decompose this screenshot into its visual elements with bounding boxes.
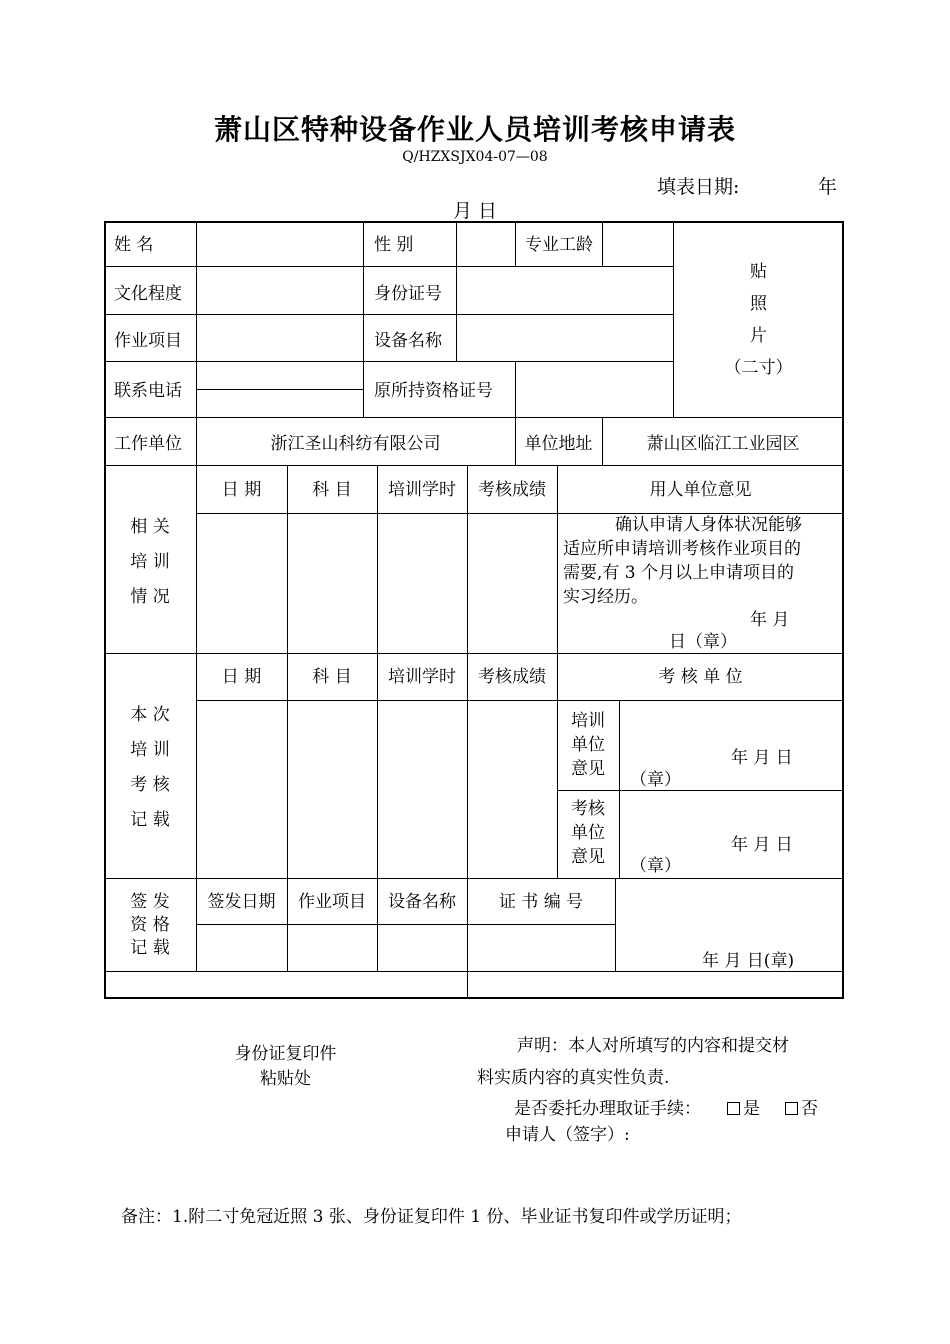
grid-line — [673, 221, 674, 417]
id-number-label: 身份证号 — [374, 284, 442, 304]
training-unit-opinion-3: 意见 — [571, 759, 605, 779]
current-subject-header: 科 目 — [312, 667, 352, 687]
yes-label: 是 — [743, 1099, 760, 1119]
grid-line — [104, 465, 844, 466]
employer-opinion-date-2: 日（章） — [669, 632, 737, 652]
assessment-unit-opinion-1: 考核 — [571, 799, 605, 819]
employer-opinion-line-4: 实习经历。 — [563, 587, 648, 607]
grid-line — [196, 266, 673, 267]
related-score-header: 考核成绩 — [478, 480, 546, 500]
related-hours-header: 培训学时 — [388, 480, 456, 500]
related-training-label-1: 相 关 — [130, 517, 170, 537]
name-field[interactable] — [200, 236, 360, 262]
no-checkbox[interactable] — [785, 1102, 798, 1115]
id-number-field[interactable] — [460, 280, 670, 310]
form-title: 萧山区特种设备作业人员培训考核申请表 — [213, 113, 736, 146]
unit-address-label: 单位地址 — [524, 434, 593, 454]
grid-line — [363, 221, 364, 417]
employer-opinion-header: 用人单位意见 — [649, 480, 752, 500]
phone-field-2[interactable] — [200, 392, 360, 414]
grid-line — [104, 653, 844, 654]
grid-line — [515, 221, 516, 266]
phone-label: 联系电话 — [114, 381, 182, 401]
grid-line — [615, 878, 616, 971]
photo-label-4: （二寸） — [724, 358, 793, 378]
employer-opinion-line-2: 适应所申请培训考核作业项目的 — [563, 539, 801, 559]
education-label: 文化程度 — [114, 284, 182, 304]
photo-label-1: 贴 — [750, 262, 767, 282]
grid-line — [104, 361, 673, 362]
issuance-date-header: 签发日期 — [207, 892, 276, 912]
grid-line — [104, 878, 844, 879]
current-training-label-4: 记 载 — [130, 810, 170, 830]
related-training-label-3: 情 况 — [130, 587, 170, 607]
current-training-label-3: 考 核 — [130, 775, 170, 795]
assessment-unit-opinion-2: 单位 — [571, 823, 605, 843]
training-unit-opinion-1: 培训 — [571, 711, 605, 731]
employer-opinion-line-1: 确认申请人身体状况能够 — [615, 515, 802, 535]
related-subject-header: 科 目 — [312, 480, 352, 500]
work-years-label: 专业工龄 — [525, 235, 593, 255]
issuance-equipment-header: 设备名称 — [388, 892, 456, 912]
training-unit-seal: （章） — [630, 770, 681, 790]
declaration-line-1: 声明：本人对所填写的内容和提交材 — [517, 1036, 789, 1056]
current-score-header: 考核成绩 — [478, 667, 546, 687]
grid-line — [196, 221, 197, 971]
issuance-date-seal: 年 月 日(章) — [702, 951, 795, 971]
id-copy-label-1: 身份证复印件 — [234, 1044, 337, 1064]
gender-field[interactable] — [460, 236, 512, 262]
grid-line — [104, 266, 196, 267]
grid-line — [104, 314, 673, 315]
orig-cert-field[interactable] — [519, 370, 669, 410]
current-hours-header: 培训学时 — [388, 667, 456, 687]
work-unit-label: 工作单位 — [114, 434, 182, 454]
employer-opinion-date-1: 年 月 — [750, 610, 790, 630]
current-training-label-2: 培 训 — [130, 740, 170, 760]
applicant-signature-label: 申请人（签字）: — [505, 1125, 630, 1145]
footnote: 备注：1.附二寸免冠近照 3 张、身份证复印件 1 份、毕业证书复印件或学历证明； — [121, 1207, 742, 1227]
current-date-header: 日 期 — [221, 667, 262, 687]
unit-address-value: 萧山区临江工业园区 — [646, 434, 800, 454]
grid-line — [467, 465, 468, 999]
document-code: Q/HZXSJX04-07—08 — [402, 149, 548, 165]
photo-label-2: 照 — [750, 294, 767, 314]
entrust-label: 是否委托办理取证手续： — [514, 1099, 701, 1119]
equipment-field[interactable] — [460, 326, 670, 356]
assessment-unit-header: 考 核 单 位 — [658, 667, 743, 687]
fill-date-month-day: 月 日 — [453, 200, 498, 222]
equipment-label: 设备名称 — [374, 331, 442, 351]
grid-line — [196, 924, 615, 925]
name-label: 姓 名 — [114, 235, 154, 255]
fill-date-year: 年 — [818, 176, 838, 198]
grid-line — [196, 700, 844, 701]
issuance-label-2: 资 格 — [130, 915, 170, 935]
certificate-number-header: 证 书 编 号 — [498, 892, 584, 912]
project-field[interactable] — [200, 326, 360, 356]
grid-line — [602, 221, 603, 266]
related-date-header: 日 期 — [221, 480, 262, 500]
id-copy-label-2: 粘贴处 — [260, 1069, 311, 1089]
phone-field-1[interactable] — [200, 364, 360, 386]
employer-opinion-line-3: 需要,有 3 个月以上申请项目的 — [563, 563, 795, 583]
training-unit-opinion-2: 单位 — [571, 735, 605, 755]
issuance-project-header: 作业项目 — [298, 892, 366, 912]
related-training-label-2: 培 训 — [130, 552, 170, 572]
grid-line — [557, 790, 844, 791]
work-unit-value: 浙江圣山科纺有限公司 — [270, 434, 441, 454]
assessment-unit-seal: （章） — [630, 856, 681, 876]
gender-label: 性 别 — [374, 235, 414, 255]
declaration-line-2: 料实质内容的真实性负责. — [477, 1068, 670, 1088]
phone-divider-line — [196, 389, 363, 390]
assessment-unit-opinion-3: 意见 — [571, 847, 605, 867]
grid-line — [515, 361, 516, 417]
fill-date-label: 填表日期: — [657, 176, 740, 198]
orig-cert-label: 原所持资格证号 — [374, 381, 493, 401]
entrust-no-option[interactable] — [785, 1101, 818, 1118]
project-label: 作业项目 — [114, 331, 182, 351]
entrust-yes-option[interactable] — [727, 1101, 760, 1118]
issuance-label-1: 签 发 — [130, 892, 170, 912]
grid-line — [104, 971, 844, 972]
photo-label-3: 片 — [750, 326, 767, 346]
current-training-label-1: 本 次 — [130, 705, 170, 725]
grid-line — [619, 700, 620, 878]
education-field[interactable] — [200, 280, 360, 310]
issuance-label-3: 记 载 — [130, 938, 170, 958]
training-unit-date: 年 月 日 — [731, 748, 793, 768]
no-label: 否 — [801, 1099, 818, 1119]
grid-line — [104, 417, 844, 418]
grid-line — [456, 221, 457, 361]
grid-line — [196, 513, 844, 514]
assessment-unit-date: 年 月 日 — [731, 835, 793, 855]
work-years-field[interactable] — [606, 236, 670, 262]
yes-checkbox[interactable] — [727, 1102, 740, 1115]
